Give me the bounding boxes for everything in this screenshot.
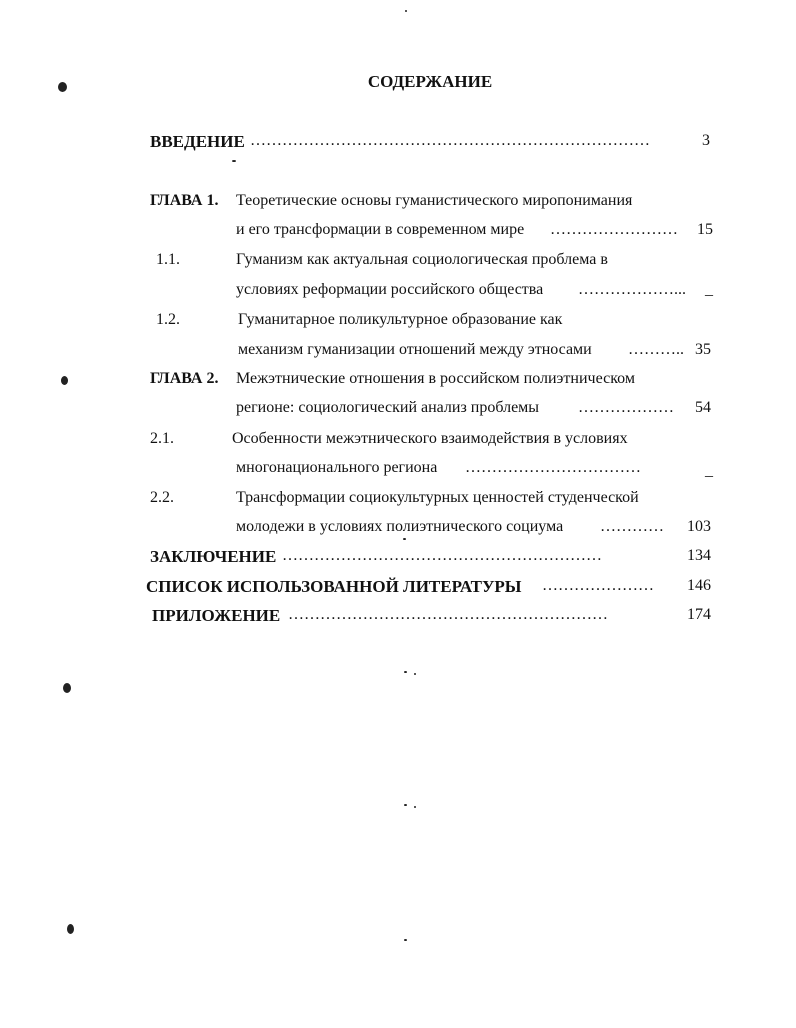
scan-speck [404, 804, 407, 806]
section-number: 1.2. [156, 311, 180, 328]
toc-dots: ……………… [578, 399, 674, 416]
toc-page-number: 134 [687, 547, 711, 564]
section-title-line2: механизм гуманизации отношений между этносами [238, 341, 592, 358]
scan-speck [404, 939, 407, 941]
toc-dots: ……….. [628, 341, 684, 358]
scan-speck [414, 673, 416, 675]
toc-label: ПРИЛОЖЕНИЕ [152, 606, 281, 625]
page-title: СОДЕРЖАНИЕ [367, 72, 493, 91]
toc-dots: …………………………………………………… [288, 606, 608, 623]
toc-page-number: _ [705, 462, 713, 479]
toc-page-number: 54 [695, 399, 711, 416]
section-title-line2: условиях реформации российского общества [236, 281, 544, 298]
toc-page-number: 174 [687, 606, 711, 623]
toc-page-number: 15 [697, 221, 713, 238]
toc-page-number: _ [705, 281, 713, 298]
section-number: 1.1. [156, 251, 180, 268]
toc-label: ЗАКЛЮЧЕНИЕ [150, 547, 277, 566]
toc-dots: ………………… [542, 577, 654, 594]
section-number: 2.2. [150, 489, 174, 506]
scan-speck [414, 806, 416, 808]
chapter-title-line2: и его трансформации в современном мире [236, 221, 525, 238]
toc-dots: …………………… [550, 221, 678, 238]
chapter-number: ГЛАВА 1. [150, 192, 219, 209]
toc-label: СПИСОК ИСПОЛЬЗОВАННОЙ ЛИТЕРАТУРЫ [146, 577, 522, 596]
section-title-line1: Гуманитарное поликультурное образование как [238, 311, 563, 328]
toc-page-number: 103 [687, 518, 711, 535]
section-title-line2: молодежи в условиях полиэтнического социума [236, 518, 564, 535]
scan-speck [404, 671, 407, 673]
section-title-line1: Гуманизм как актуальная социологическая проблема в [236, 251, 608, 268]
toc-label: ВВЕДЕНИЕ [150, 132, 245, 151]
chapter-title-line1: Межэтнические отношения в российском полиэтническом [236, 370, 635, 387]
chapter-title-line1: Теоретические основы гуманистического миропонимания [236, 192, 633, 209]
scan-speck [61, 376, 68, 385]
toc-page-number: 3 [702, 132, 710, 149]
scan-speck [232, 160, 236, 162]
toc-page-number: 146 [687, 577, 711, 594]
toc-dots: ………………………………………………………………… [250, 132, 650, 149]
scan-speck [405, 10, 407, 12]
section-title-line1: Трансформации социокультурных ценностей студенческой [236, 489, 639, 506]
chapter-title-line2: регионе: социологический анализ проблемы [236, 399, 540, 416]
toc-dots: ………………... [578, 281, 686, 298]
scan-speck [67, 924, 74, 934]
scan-speck [403, 538, 406, 540]
section-title-line1: Особенности межэтнического взаимодействия в условиях [232, 430, 628, 447]
toc-page-number: 35 [695, 341, 711, 358]
toc-dots: …………………………… [465, 459, 641, 476]
section-title-line2: многонационального региона [236, 459, 438, 476]
scan-speck [58, 82, 67, 92]
scan-speck [63, 683, 71, 693]
toc-dots: …………………………………………………… [282, 547, 602, 564]
chapter-number: ГЛАВА 2. [150, 370, 219, 387]
toc-dots: ………… [600, 518, 664, 535]
section-number: 2.1. [150, 430, 174, 447]
